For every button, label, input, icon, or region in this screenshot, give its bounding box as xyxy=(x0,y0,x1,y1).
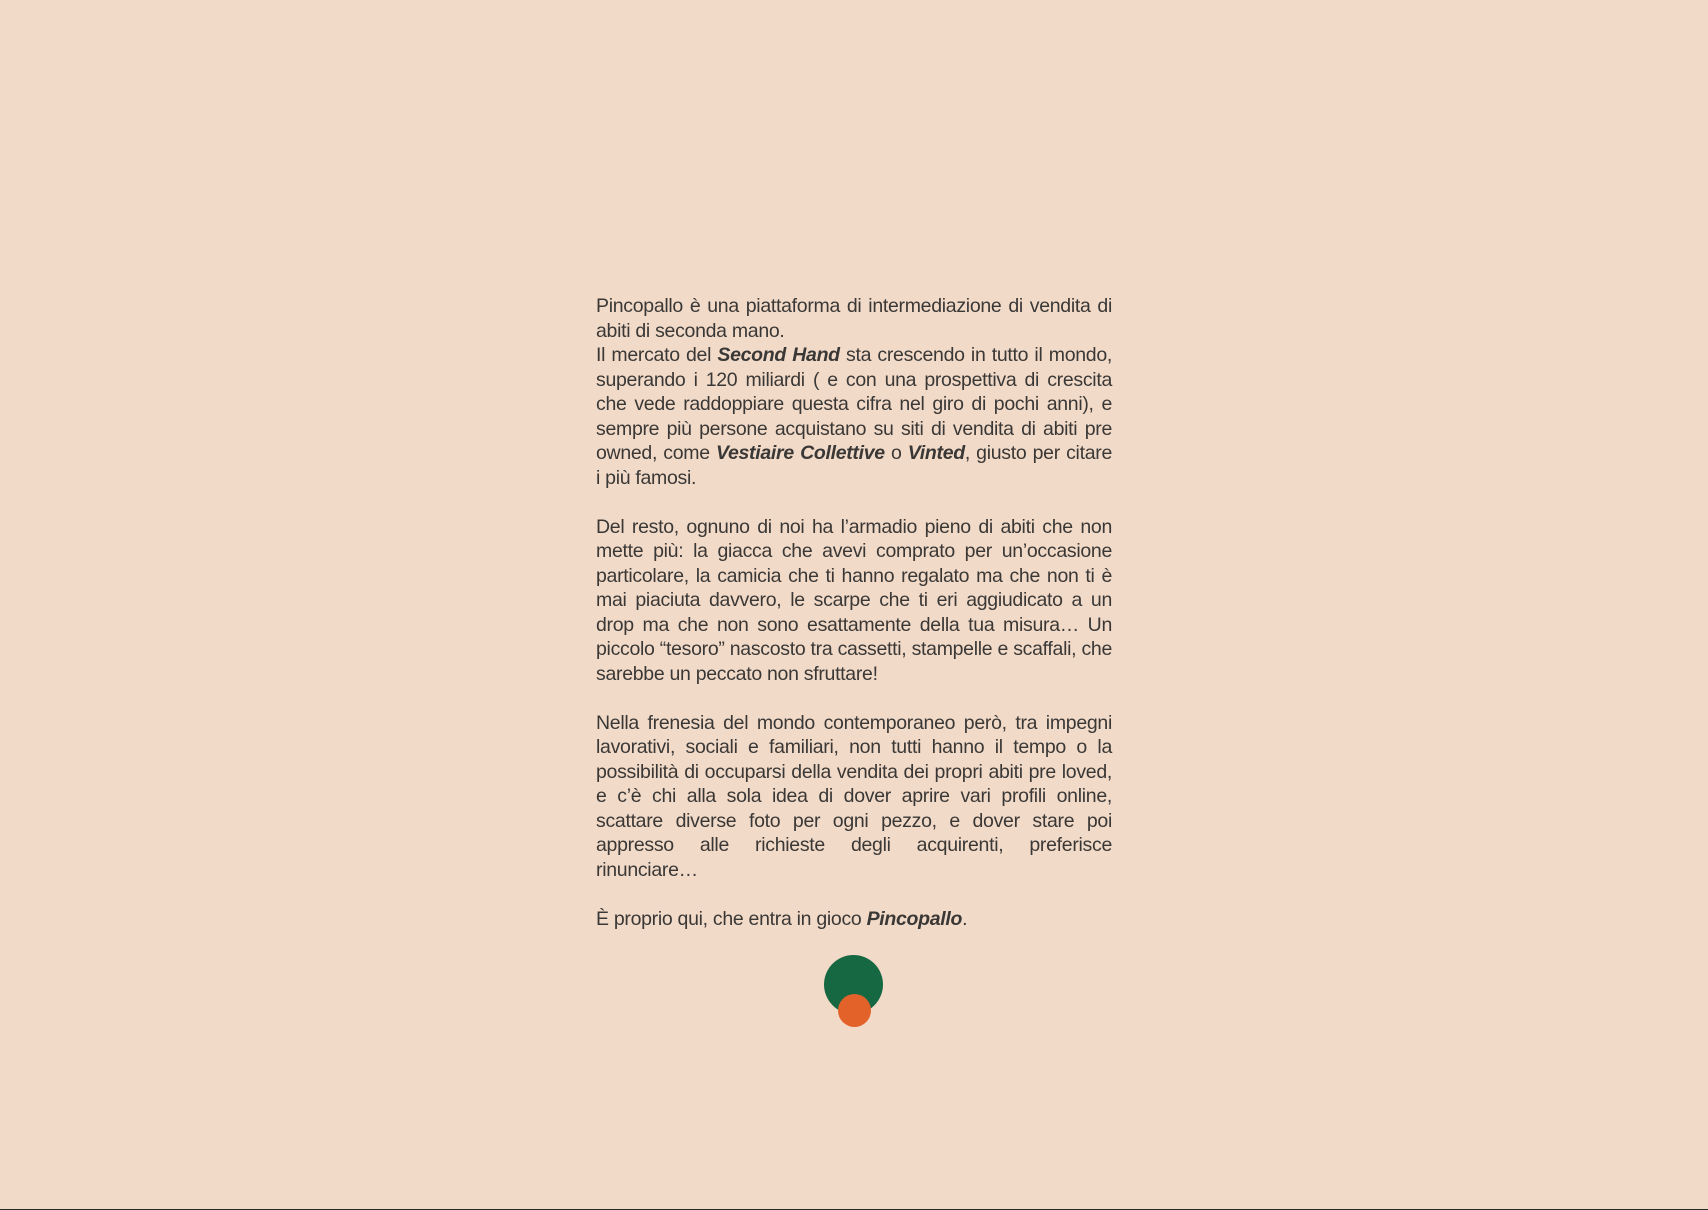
frenzy-paragraph: Nella frenesia del mondo contemporaneo però, tra impegni lavorativi, sociali e familiari, non tutti hanno il tempo o la possibilità di occuparsi della vendita dei propri abiti pre loved, e c’è chi alla sola idea di dover aprire vari profili online, scattare diverse foto per ogni pezzo, e dover stare poi appresso alle richieste degli acquirenti, preferisce rinunciare… xyxy=(596,711,1112,881)
body-text xyxy=(596,294,1112,931)
pincopallo-logo-mark xyxy=(824,955,884,1027)
pincopallo-emphasis: Pincopallo xyxy=(866,907,963,930)
vinted-emphasis: Vinted xyxy=(907,442,965,464)
second-hand-emphasis: Second Hand xyxy=(717,344,840,366)
intro-text-a: Il mercato del xyxy=(596,344,718,366)
closing-text-a: È proprio qui, che entra in gioco xyxy=(596,907,867,930)
vestiaire-emphasis: Vestiaire Collettive xyxy=(715,442,885,464)
paragraph-spacer xyxy=(596,882,1112,907)
paragraph-spacer xyxy=(596,686,1112,711)
intro-text-c: sta crescendo in tutto il mondo, superando i 120 miliardi ( e con una prospettiva di crescita che vede raddoppiare questa cifra nel giro di pochi anni), e sempre più persone acquistano su siti di vendita di abiti pre owned, come xyxy=(596,344,1112,464)
orange-circle xyxy=(838,994,871,1027)
intro-paragraph-2 xyxy=(596,343,1112,490)
intro-text-g: , giusto per citare i più famosi. xyxy=(596,442,1112,489)
wardrobe-paragraph: Del resto, ognuno di noi ha l’armadio pieno di abiti che non mette più: la giacca che avevi comprato per un’occasione particolare, la camicia che ti hanno regalato ma che non ti è mai piaciuta davvero, le scarpe che ti eri aggiudicato a un drop ma che non sono esattamente della tua misura… Un piccolo “tesoro” nascosto tra cassetti, stampelle e scaffali, che sarebbe un peccato non sfruttare! xyxy=(596,515,1112,685)
closing-paragraph xyxy=(596,907,1112,932)
paragraph-spacer xyxy=(596,490,1112,515)
closing-text-c: . xyxy=(962,907,968,930)
intro-paragraph-1: Pincopallo è una piattaforma di intermediazione di vendita di abiti di seconda mano. xyxy=(596,295,1112,342)
intro-text-e: o xyxy=(884,442,908,464)
